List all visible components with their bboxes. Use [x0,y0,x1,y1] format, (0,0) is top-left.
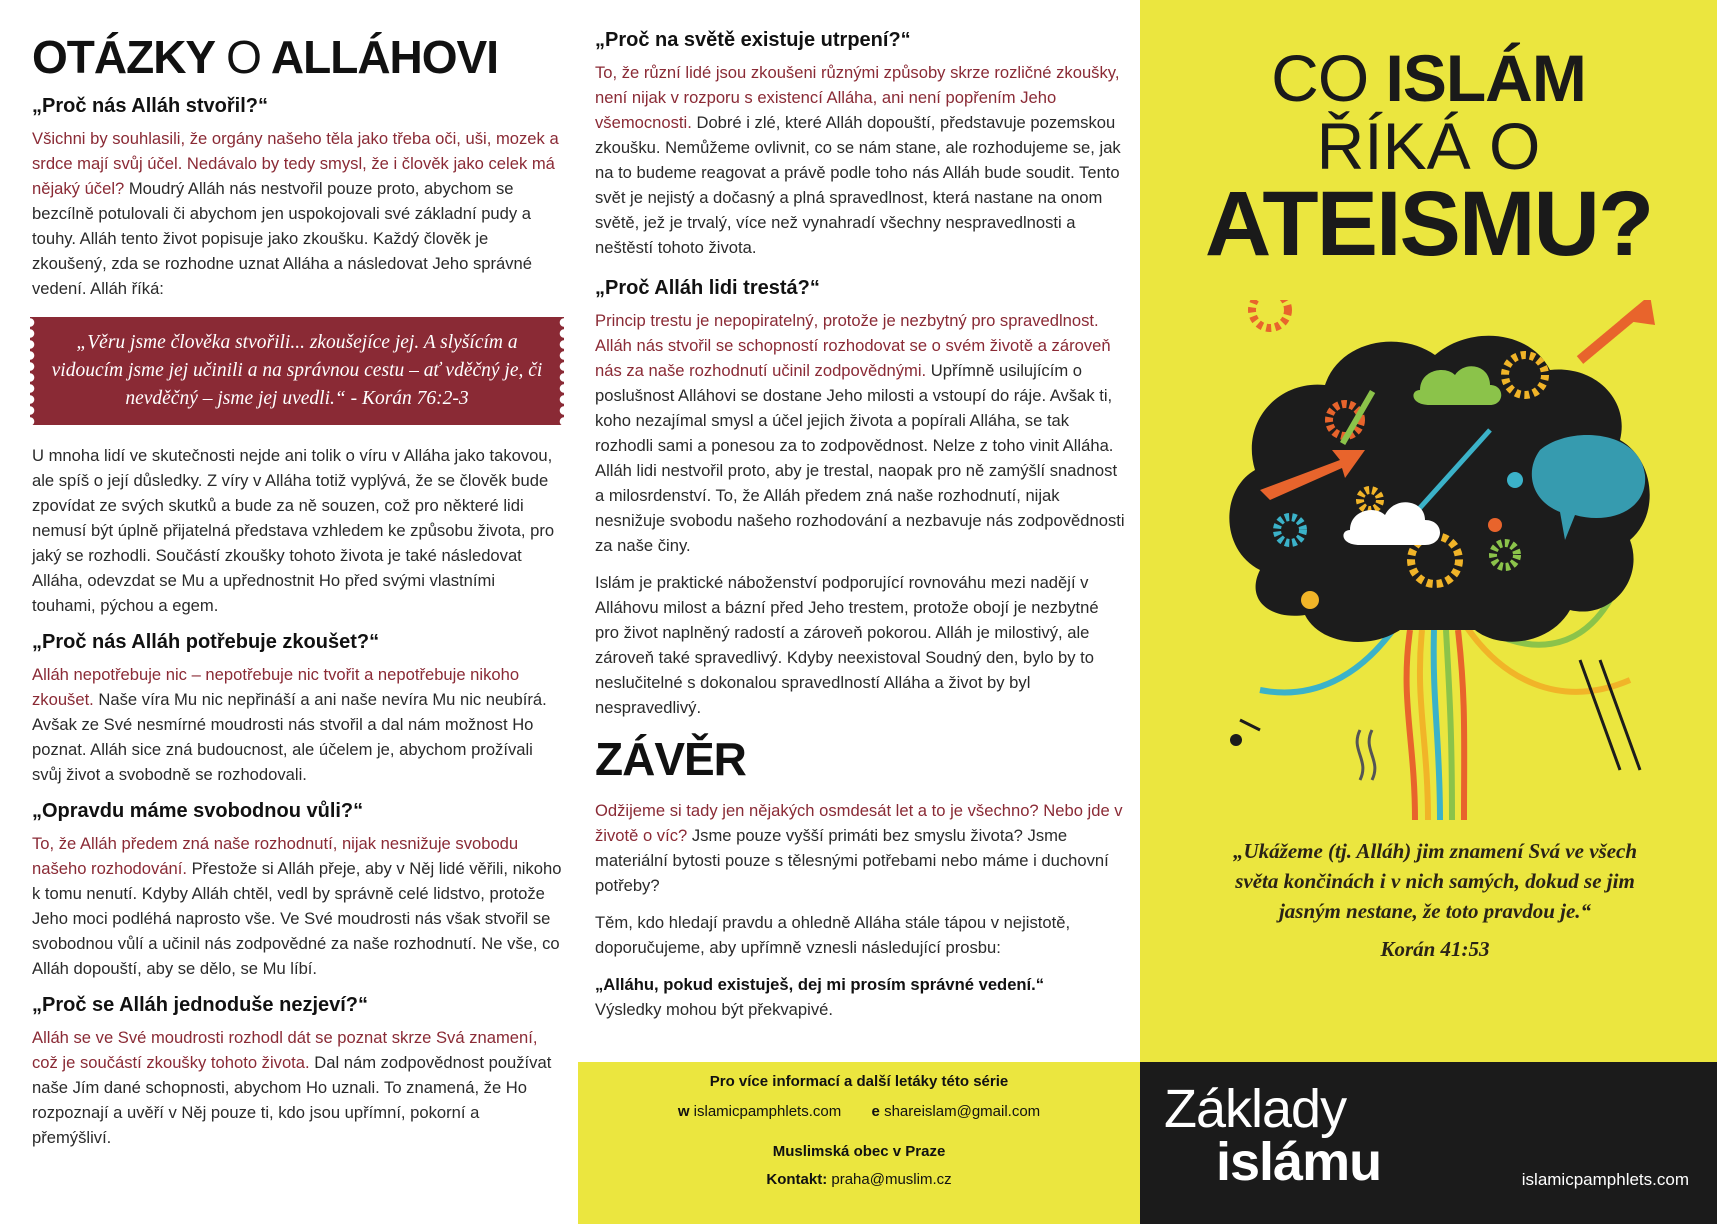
body-text: Přestože si Alláh přeje, aby v Něj lidé věřili, nikoho k tomu nenutí. Kdyby Alláh chtěl, vedl by správně celé lidstvo, protože Jeho moci podléhá naprosto vše. Ve Své moudrosti nás však stvořil se svobodnou vůlí a učinil nás zodpovědné za naše rozhodnutí. Ne vše, co Alláh dopouští, aby se dělo, se Mu líbí. [32,859,562,978]
series-footer [1140,1062,1717,1224]
cover-title-line1 [1140,41,1717,115]
info-web-email-row [578,1103,1140,1120]
prayer-text: „Alláhu, pokud existuješ, dej mi prosím správné vedení.“ [595,975,1045,994]
paragraph [595,308,1125,558]
question-heading: „Proč se Alláh jednoduše nezjeví?“ [32,994,369,1016]
cover-title-line3: ATEISMU? [1204,173,1653,275]
cover-word: CO [1271,41,1369,115]
highlight-text: To, že různí lidé jsou zkoušeni různými způsoby skrze rozličné zkoušky, není nijak v rozporu s existencí Alláha, ani není popřením Jeho všemocnosti. [595,63,1120,132]
conclusion-title: ZÁVĚR [595,733,746,785]
paragraph [32,1025,562,1150]
contact-label: Kontakt: [766,1171,828,1188]
question-heading: „Proč na světě existuje utrpení?“ [595,29,911,51]
brain-illustration [1200,300,1670,820]
paragraph: Islám je praktické náboženství podporující rovnováhu mezi nadějí v Alláhovu milost a bázní před Jeho trestem, protože obojí je nezbytné pro život naplněný radostí a zároveň pokorou. Alláh je milostivý, ale zároveň také spravedlivý. Kdyby neexistoval Soudný den, bylo by to neslučitelné s dokonalou spravedlností Alláha a život by byl nespravedlivý. [595,573,1099,717]
paragraph: Těm, kdo hledají pravdu a ohledně Alláha stále tápou v nejistotě, doporučujeme, aby upřímně vznesli následující prosbu: [595,913,1071,957]
question-heading: „Proč Alláh lidi trestá?“ [595,277,820,299]
paragraph [595,972,1125,1022]
title-word: OTÁZKY [32,31,215,83]
organization-name: Muslimská obec v Praze [772,1143,946,1160]
highlight-text: Alláh nepotřebuje nic – nepotřebuje nic tvořit a nepotřebuje nikoho zkoušet. [32,665,520,709]
series-name-line1: Základy [1164,1079,1347,1139]
email-link[interactable]: shareislam@gmail.com [884,1103,1041,1120]
cover-panel [1140,0,1717,1224]
body-text: Výsledky mohou být překvapivé. [595,1000,833,1019]
cover-quote-reference: Korán 41:53 [1380,937,1490,961]
body-text: Naše víra Mu nic nepřináší a ani naše nevíra Mu nic neubírá. Avšak ze Své nesmírné moudrosti nás stvořil a dal nám možnost Ho poznat. Alláh sice zná budoucnost, ale účelem je, abychom prožívali svůj život a svobodně se rozhodovali. [32,690,547,784]
paragraph [595,60,1125,260]
paragraph [32,831,562,981]
body-text: Dal nám zodpovědnost používat naše Jím dané schopnosti, abychom Ho uznali. To znamená, že Ho rozpoznají a uvěří v Něj pouze ti, kdo jsou upřímní, pokorní a přemýšliví. [32,1053,552,1147]
web-label: w [677,1103,690,1120]
paragraph [32,662,562,787]
footer-website-link[interactable]: islamicpamphlets.com [1521,1170,1689,1189]
highlight-text: Odžijeme si tady jen nějakých osmdesát let a to je všechno? Nebo jde v životě o víc? [595,801,1123,845]
email-label: e [871,1103,880,1120]
left-column [32,0,562,1162]
quran-quote-box: „Věru jsme člověka stvořili... zkoušejíce jej. A slyšícím a vidoucím jsme jej učinili a na správnou cestu – ať vděčný je, či nevděčný – jsme jej uvedli.“ - Korán 76:2-3 [30,317,564,425]
question-heading: „Proč nás Alláh potřebuje zkoušet?“ [32,631,380,653]
info-headline: Pro více informací a další letáky této série [709,1073,1009,1090]
title-word: O [226,31,261,83]
series-name-line2: islámu [1216,1132,1382,1192]
section-title-questions [32,30,562,84]
contact-info-box [578,1062,1140,1224]
highlight-text: Všichni by souhlasili, že orgány našeho těla jako třeba oči, uši, mozek a srdce mají svůj účel. Nedávalo by tedy smysl, že i člověk jako celek má nějaký účel? [32,129,559,198]
question-heading: „Proč nás Alláh stvořil?“ [32,95,268,117]
question-heading: „Opravdu máme svobodnou vůli?“ [32,800,364,822]
highlight-text: Princip trestu je nepopiratelný, protože je nezbytný pro spravedlnost. Alláh nás stvořil se schopností rozhodovat se o svém životě a zároveň nás za naše rozhodnutí učinil zodpovědnými. [595,311,1111,380]
body-text: Dobré i zlé, které Alláh dopouští, představuje pozemskou zkoušku. Nemůžeme ovlivnit, co se nám stane, ale rozhodujeme se, jak na to budeme reagovat a právě podle toho nás Alláh bude soudit. Tento svět je nejistý a dočasný a plná spravedlnost, která nastane na onom světě, jež je trvalý, více než vynahradí všechny nespravedlnosti a neštěstí tohoto života. [595,113,1121,257]
cover-word: ISLÁM [1385,41,1586,115]
contact-email-link[interactable]: praha@muslim.cz [831,1171,952,1188]
highlight-text: Alláh se ve Své moudrosti rozhodl dát se poznat skrze Svá znamení, což je součástí zkoušky tohoto života. [32,1028,538,1072]
middle-column [595,28,1125,1034]
contact-row [578,1171,1140,1188]
paragraph: U mnoha lidí ve skutečnosti nejde ani tolik o víru v Alláha jako takovou, ale spíš o její důsledky. Z víry v Alláha totiž vyplývá, že se člověk bude zpovídat ze svých skutků a bude za ně souzen, což pro některé lidi nemusí být úplně přijatelná představa vzhledem ke způsobu života, pro jaký se rozhodli. Součástí zkoušky tohoto života je také následovat Alláha, odevzdat se Mu a upřednostnit Ho před svými vlastními touhami, pýchou a egem. [32,446,555,615]
paragraph [32,126,562,301]
body-text: Moudrý Alláh nás nestvořil pouze proto, abychom se bezcílně potulovali či abychom jen uspokojovali své základní pudy a touhy. Alláh tento život popisuje jako zkoušku. Každý člověk je zkoušený, zda se rozhodne uznat Alláha a následovat Jeho správné vedení. Alláh říká: [32,179,532,298]
body-text: Jsme pouze vyšší primáti bez smyslu života? Jsme materiální bytosti pouze s tělesnými potřebami nebo máme i duchovní potřeby? [595,826,1109,895]
title-word: ALLÁHOVI [270,31,499,83]
body-text: Upřímně usilujícím o poslušnost Alláhovi se dostane Jeho milosti a vstoupí do ráje. Avšak ti, koho nezajímal smysl a účel jejich života a popírali Alláha, se tak rozhodli sami a ponesou za to zodpovědnost. Nelze z toho vinit Alláha. Alláh lidi nestvořil proto, aby je trestal, naopak pro ně zamýšlí snadnost a milosrdenství. To, že Alláh předem zná naše rozhodnutí, nijak nesnižuje svobodu našeho rozhodování a nezbavuje nás zodpovědnosti za naše činy. [595,361,1125,555]
cover-quote: „Ukážeme (tj. Alláh) jim znamení Svá ve všech světa končinách i v nich samých, dokud se jim jasným nestane, že toto pravdou je.“ [1232,839,1638,923]
paragraph [595,798,1125,898]
website-link[interactable]: islamicpamphlets.com [693,1103,842,1120]
cover-title-line2: ŘÍKÁ O [1316,109,1541,183]
highlight-text: To, že Alláh předem zná naše rozhodnutí, nijak nesnižuje svobodu našeho rozhodování. [32,834,519,878]
